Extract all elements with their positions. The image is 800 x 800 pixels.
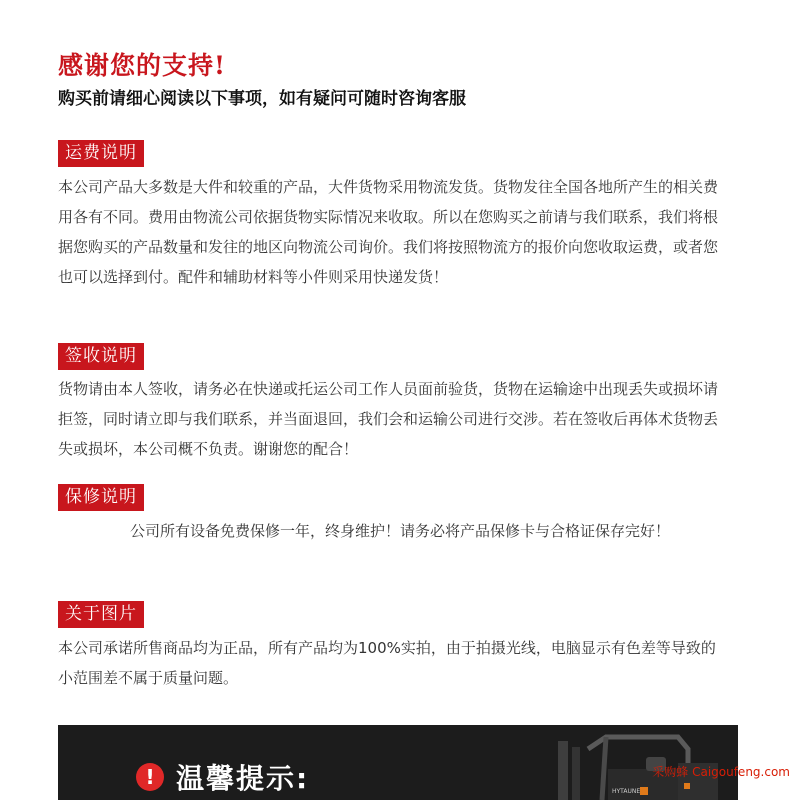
section-text-receipt: 货物请由本人签收，请务必在快递或托运公司工作人员面前验货，货物在运输途中出现丢失或损坏请拒签，同时请立即与我们联系，并当面退回，我们会和运输公司进行交涉。若在签收后再体术货物丢失或损坏，本公司概不负责。谢谢您的配合！ xyxy=(58,380,719,458)
page-title: 感谢您的支持! xyxy=(58,51,226,80)
section-label-receipt: 签收说明 xyxy=(58,343,144,370)
tips-banner xyxy=(58,725,738,800)
svg-text:HYTAUNE: HYTAUNE xyxy=(612,788,641,795)
banner-title: 温馨提示: xyxy=(176,762,310,795)
watermark: 采购蜂 Caigoufeng.com xyxy=(652,765,790,779)
section-text-pictures: 本公司承诺所售商品均为正品，所有产品均为100%实拍，由于拍摄光线，电脑显示有色差等导致的小范围差不属于质量问题。 xyxy=(58,639,716,687)
section-label-pictures: 关于图片 xyxy=(58,601,144,628)
page-subtitle: 购买前请细心阅读以下事项，如有疑问可随时咨询客服 xyxy=(58,89,466,109)
section-label-shipping: 运费说明 xyxy=(58,140,144,167)
section-text-shipping: 本公司产品大多数是大件和较重的产品，大件货物采用物流发货。货物发往全国各地所产生的相关费用各有不同。费用由物流公司依据货物实际情况来收取。所以在您购买之前请与我们联系，我们将根据您购买的产品数量和发往的地区向物流公司询价。我们将按照物流方的报价向您收取运费，或者您也可以选择到付。配件和辅助材料等小件则采用快递发货！ xyxy=(58,178,719,286)
warning-icon: ! xyxy=(136,763,164,791)
section-text-warranty: 公司所有设备免费保修一年，终身维护！请务必将产品保修卡与合格证保存完好！ xyxy=(130,522,671,540)
section-text-warranty-block xyxy=(58,516,728,546)
section-label-warranty: 保修说明 xyxy=(58,484,144,511)
